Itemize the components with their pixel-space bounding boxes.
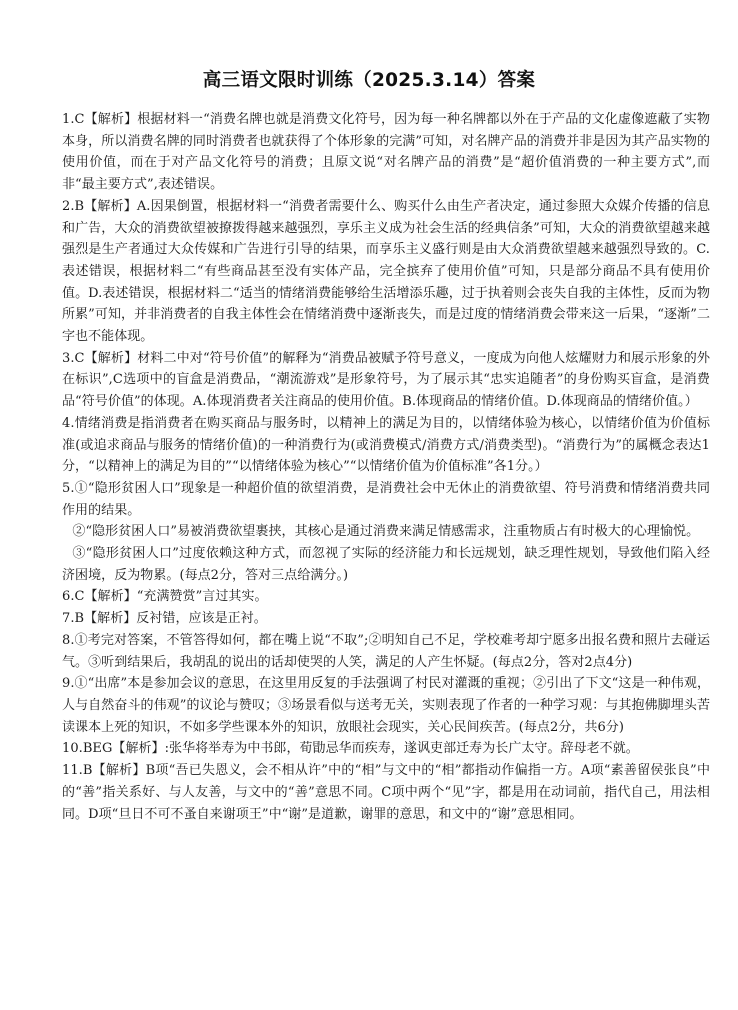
answer-body [62, 109, 710, 825]
answer-2: 2.B【解析】A.因果倒置，根据材料一“消费者需要什么、购买什么由生产者决定，通过参照大众媒介传播的信息和广告，大众的消费欲望被撩拨得越来越强烈，享乐主义成为社会生活的经典信条”可知，大众的消费欲望越来越强烈是生产者通过大众传媒和广告进行引导的结果，而享乐主义盛行则是由大众消费欲望越来越强烈导致的。C.表述错误，根据材料二“有些商品甚至没有实体产品，完全摈弃了使用价值”可知，只是部分商品不具有使用价值。D.表述错误，根据材料二“适当的情绪消费能够给生活增添乐趣，过于执着则会丧失自我的主体性，反而为物所累”可知，并非消费者的自我主体性会在情绪消费中逐渐丧失，而是过度的情绪消费会带来这一后果，“逐渐”二字也不能体现。 [62, 198, 710, 345]
answer-8: 8.①考完对答案，不管答得如何，都在嘴上说“不取”;②明知自己不足，学校难考却宁愿多出报名费和照片去碰运气。③听到结果后，我胡乱的说出的话却使哭的人笑，满足的人产生怀疑。(每点2分，答对2点4分) [62, 632, 710, 670]
answer-11: 11.B【解析】B项“吾已失恩义，会不相从许”中的“相”与文中的“相”都指动作偏指一方。A项“素善留侯张良”中的“善”指关系好、与人友善，与文中的“善”意思不同。C项中两个“见”字，都是用在动词前，指代自己，用法相同。D项“旦日不可不蚤自来谢项王”中“谢”是道歉，谢罪的意思，和文中的“谢”意思相同。 [62, 763, 710, 822]
answer-6: 6.C【解析】“充满赞赏”言过其实。 [62, 589, 268, 605]
answer-5-point-2: ②“隐形贫困人口”易被消费欲望裹挟，其核心是通过消费来满足情感需求，注重物质占有时极大的心理愉悦。 [72, 524, 700, 540]
answer-3: 3.C【解析】材料二中对“符号价值”的解释为“消费品被赋予符号意义，一度成为向他人炫耀财力和展示形象的外在标识”,C选项中的盲盒是消费品，“潮流游戏”是形象符号，为了展示其“忠实追随者”的身份购买盲盒，是消费品“符号价值”的体现。A.体现消费者关注商品的使用价值。B.体现商品的情绪价值。D.体现商品的情绪价值。） [62, 350, 710, 410]
answer-5-point-3: ③“隐形贫困人口”过度依赖这种方式，而忽视了实际的经济能力和长远规划，缺乏理性规划，导致他们陷入经济困境，反为物累。(每点2分，答对三点给满分。) [62, 546, 710, 583]
page-title: 高三语文限时训练（2025.3.14）答案 [202, 70, 536, 91]
answer-1: 1.C【解析】根据材料一“消费名牌也就是消费文化符号，因为每一种名牌都以外在于产品的文化虚像遮蔽了实物本身，所以消费名牌的同时消费者也就获得了个体形象的完满”可知，对名牌产品的消费并非是因为其产品实物的使用价值，而在于对产品文化符号的消费；且原文说“对名牌产品的消费”是“超价值消费的一种主要方式”,而非“最主要方式”,表述错误。 [62, 112, 710, 193]
answer-5-point-1: 5.①“隐形贫困人口”现象是一种超价值的欲望消费，是消费社会中无休止的消费欲望、符号消费和情绪消费共同作用的结果。 [62, 480, 710, 518]
answer-10: 10.BEG【解析】:张华将举寿为中书郎，荀勖忌华而疾寿，遂讽吏部迁寿为长广太守。辞母老不就。 [62, 741, 639, 757]
answer-9: 9.①“出席”本是参加会议的意思，在这里用反复的手法强调了村民对灌溉的重视；②引出了下文“这是一种伟观，人与自然奋斗的伟观”的议论与赞叹；③场景看似与送考无关，实则表现了作者的一种学习观：与其抱佛脚埋头苦读课本上死的知识，不如多学些课本外的知识，放眼社会现实，关心民间疾苦。(每点2分，共6分) [62, 676, 710, 735]
answer-4: 4.情绪消费是指消费者在购买商品与服务时，以精神上的满足为目的，以情绪体验为核心，以情绪价值为价值标准(或追求商品与服务的情绪价值)的一种消费行为(或消费模式/消费方式/消费类型)。“消费行为”的属概念表达1分，“以精神上的满足为目的”“以情绪体验为核心”“以情绪价值为价值标准”各1分。） [62, 415, 710, 475]
answer-7: 7.B【解析】反衬错，应该是正衬。 [62, 611, 267, 627]
